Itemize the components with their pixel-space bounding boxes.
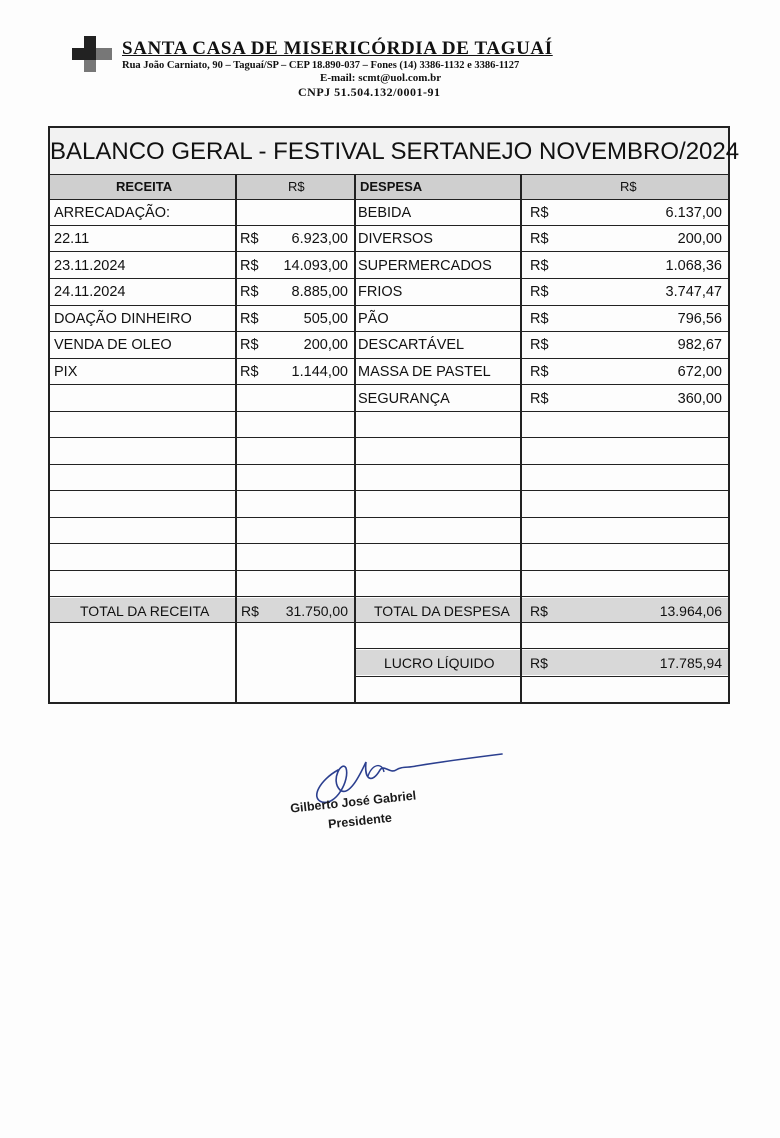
- lucro-cell: [356, 650, 520, 675]
- despesa-currency-header: R$: [620, 179, 637, 194]
- despesa-row-currency: R$: [530, 364, 549, 380]
- receita-row-label: DOAÇÃO DINHEIRO: [54, 311, 192, 327]
- despesa-row-label: SEGURANÇA: [358, 391, 450, 407]
- despesa-row-value: 3.747,47: [665, 284, 722, 300]
- despesa-row-currency: R$: [530, 205, 549, 221]
- receita-row-value: 1.144,00: [291, 364, 348, 380]
- total-receita-cell: [50, 598, 235, 622]
- receita-row-label: PIX: [54, 364, 78, 380]
- receita-row-currency: R$: [240, 284, 259, 300]
- total-despesa-cell: [356, 598, 520, 622]
- report-title: BALANCO GERAL - FESTIVAL SERTANEJO NOVEMBRO/2024: [50, 128, 728, 176]
- despesa-header-cell: [356, 175, 522, 199]
- receita-row-currency: R$: [240, 258, 259, 274]
- receita-row-label: 23.11.2024: [54, 258, 126, 274]
- despesa-row-currency: R$: [530, 337, 549, 353]
- despesa-row-label: MASSA DE PASTEL: [358, 364, 491, 380]
- despesa-row-value: 672,00: [677, 364, 722, 380]
- despesa-row-currency: R$: [530, 231, 549, 247]
- despesa-row-value: 796,56: [677, 311, 722, 327]
- despesa-row-label: SUPERMERCADOS: [358, 258, 492, 274]
- despesa-row-value: 360,00: [677, 391, 722, 407]
- total-receita-currency: R$: [241, 603, 259, 619]
- lucro-label: LUCRO LÍQUIDO: [384, 655, 495, 671]
- receita-row-value: 6.923,00: [291, 231, 348, 247]
- org-cnpj: CNPJ 51.504.132/0001-91: [298, 85, 441, 99]
- total-receita-value-cell: [237, 598, 354, 622]
- despesa-row-label: DESCARTÁVEL: [358, 337, 465, 353]
- total-despesa-value: 13.964,06: [659, 603, 722, 619]
- total-despesa-value-cell: [522, 598, 728, 622]
- cross-logo-icon: [70, 36, 116, 72]
- balance-table: [48, 126, 740, 704]
- receita-row-currency: R$: [240, 231, 259, 247]
- receita-row-currency: R$: [240, 337, 259, 353]
- receita-row-currency: R$: [240, 311, 259, 327]
- receita-row-value: 14.093,00: [283, 258, 348, 274]
- receita-currency-header-cell: [236, 175, 354, 199]
- despesa-row-label: BEBIDA: [358, 205, 412, 221]
- despesa-row-value: 1.068,36: [665, 258, 722, 274]
- receita-row-label: VENDA DE OLEO: [54, 337, 172, 353]
- despesa-row-label: DIVERSOS: [358, 231, 433, 247]
- total-receita-label: TOTAL DA RECEITA: [80, 603, 210, 619]
- lucro-currency: R$: [530, 655, 548, 671]
- receita-row-label: 22.11: [54, 231, 90, 247]
- total-receita-value: 31.750,00: [285, 603, 348, 619]
- despesa-currency-header-cell: [522, 175, 728, 199]
- lucro-value-cell: [522, 650, 728, 675]
- total-despesa-label: TOTAL DA DESPESA: [374, 603, 510, 619]
- receita-row-value: 505,00: [303, 311, 348, 327]
- org-name: SANTA CASA DE MISERICÓRDIA DE TAGUAÍ: [122, 38, 553, 59]
- receita-header-cell: [50, 175, 235, 199]
- receita-row-currency: R$: [240, 364, 259, 380]
- lucro-value: 17.785,94: [659, 655, 722, 671]
- org-email: E-mail: scmt@uol.com.br: [320, 72, 442, 84]
- despesa-row-currency: R$: [530, 258, 549, 274]
- despesa-row-value: 6.137,00: [665, 205, 722, 221]
- despesa-row-currency: R$: [530, 391, 549, 407]
- receita-intro: ARRECADAÇÃO:: [54, 205, 171, 221]
- despesa-row-value: 982,67: [677, 337, 722, 353]
- receita-row-label: 24.11.2024: [54, 284, 126, 300]
- despesa-row-value: 200,00: [677, 231, 722, 247]
- receita-row-value: 200,00: [303, 337, 348, 353]
- despesa-row-label: PÃO: [358, 311, 389, 327]
- total-despesa-currency: R$: [530, 603, 548, 619]
- signatory-name: Gilberto José Gabriel: [289, 788, 417, 816]
- despesa-row-label: FRIOS: [358, 284, 403, 300]
- signatory-role: Presidente: [327, 810, 393, 832]
- despesa-row-currency: R$: [530, 284, 549, 300]
- despesa-header: DESPESA: [360, 179, 423, 194]
- receita-row-value: 8.885,00: [291, 284, 348, 300]
- despesa-row-currency: R$: [530, 311, 549, 327]
- receita-currency-header: R$: [288, 179, 305, 194]
- org-address: Rua João Carniato, 90 – Taguaí/SP – CEP 18.890-037 – Fones (14) 3386-1132 e 3386-1127: [122, 60, 520, 71]
- receita-header: RECEITA: [116, 179, 173, 194]
